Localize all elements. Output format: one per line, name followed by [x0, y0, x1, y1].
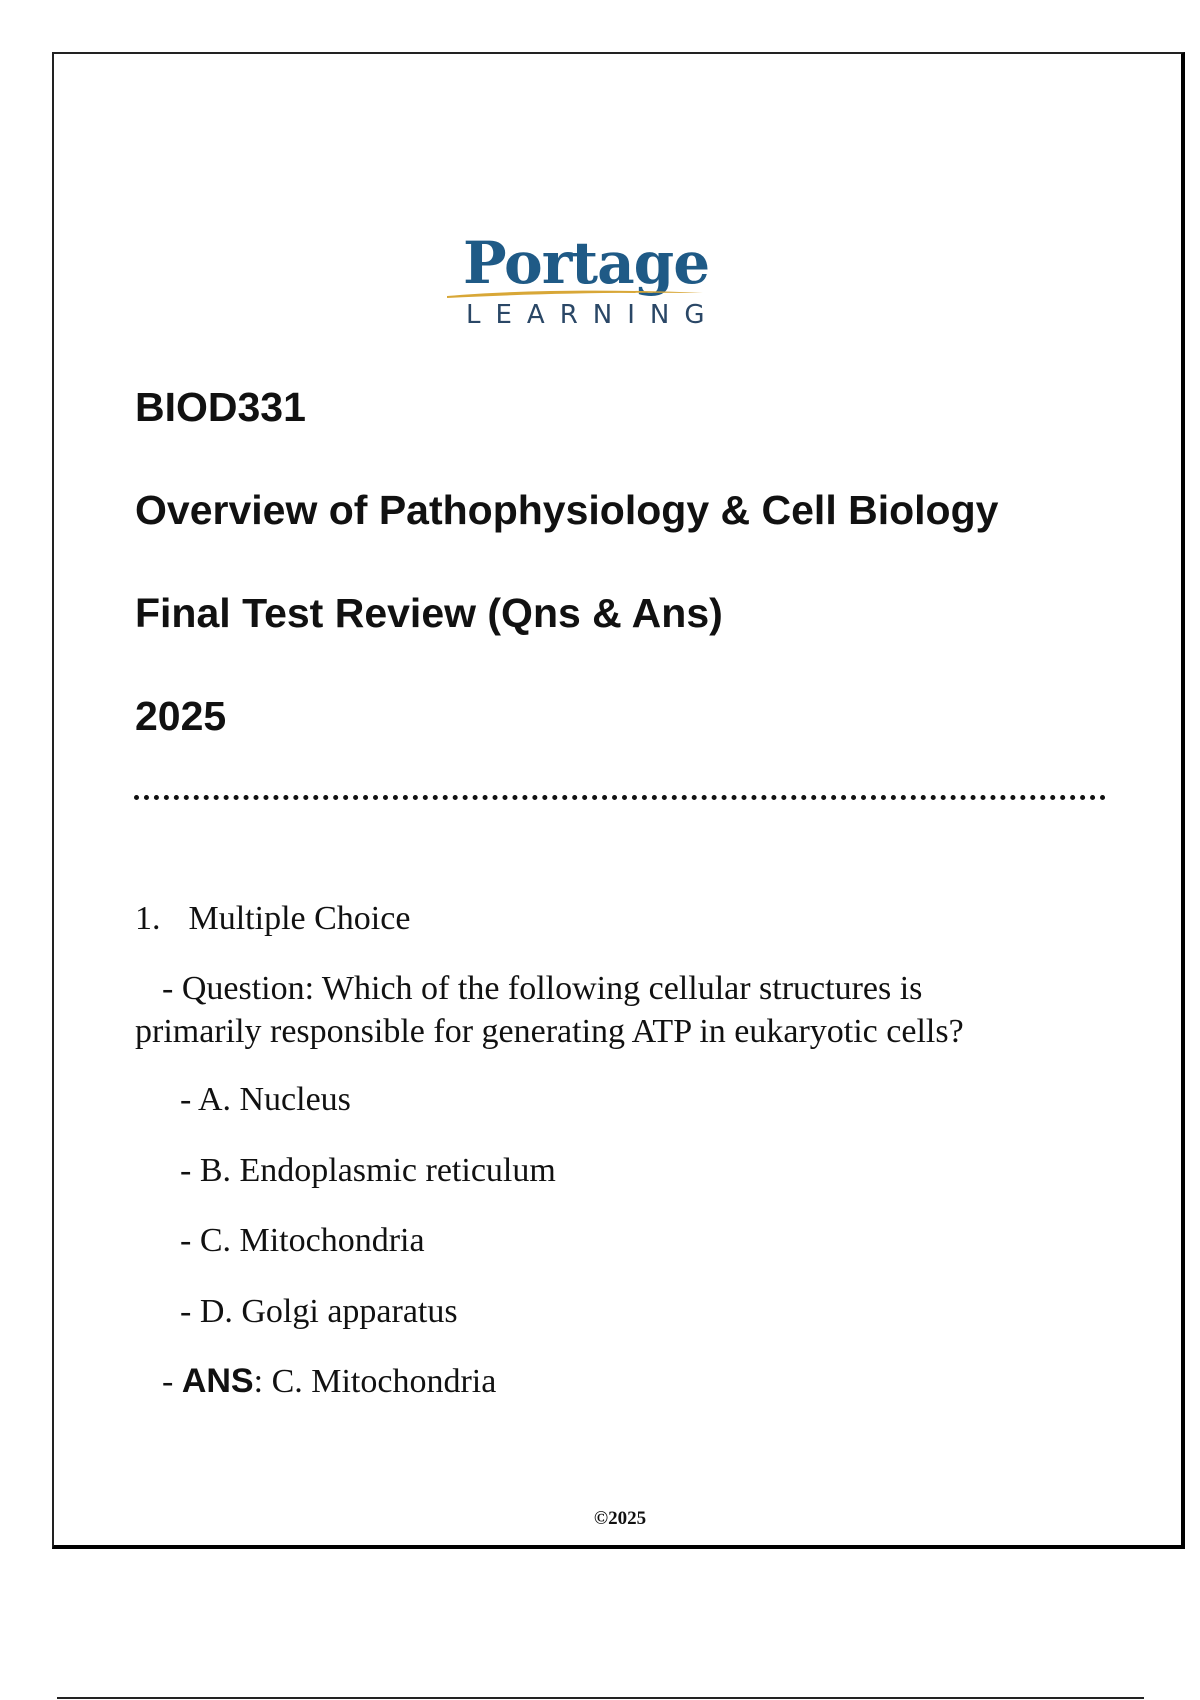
answer-text: : C. Mitochondria	[253, 1363, 497, 1400]
document-title: Final Test Review (Qns & Ans)	[135, 590, 723, 636]
option-d: - D. Golgi apparatus	[180, 1293, 458, 1330]
logo-subtitle: LEARNING	[466, 300, 720, 330]
question-type: Multiple Choice	[188, 900, 411, 937]
option-b: - B. Endoplasmic reticulum	[180, 1152, 556, 1189]
option-a: - A. Nucleus	[180, 1081, 351, 1118]
dotted-divider	[134, 795, 1106, 800]
question-heading	[135, 898, 410, 940]
course-title: Overview of Pathophysiology & Cell Biology	[135, 487, 999, 533]
course-code: BIOD331	[135, 384, 306, 430]
question-text-line-1: - Question: Which of the following cellular structures is	[162, 970, 923, 1007]
logo-swoosh-icon	[445, 286, 705, 300]
bottom-rule	[57, 1697, 1144, 1699]
portage-learning-logo	[445, 228, 720, 338]
question-number: 1.	[135, 900, 161, 937]
logo-wordmark: Portage	[463, 229, 710, 297]
option-c: - C. Mitochondria	[180, 1222, 425, 1259]
answer-line	[162, 1360, 496, 1403]
question-text-line-2: primarily responsible for generating ATP in eukaryotic cells?	[135, 1013, 964, 1050]
copyright-footer: ©2025	[593, 1508, 647, 1529]
document-year: 2025	[135, 693, 227, 739]
answer-label: ANS	[181, 1362, 254, 1400]
answer-prefix: -	[162, 1363, 182, 1400]
